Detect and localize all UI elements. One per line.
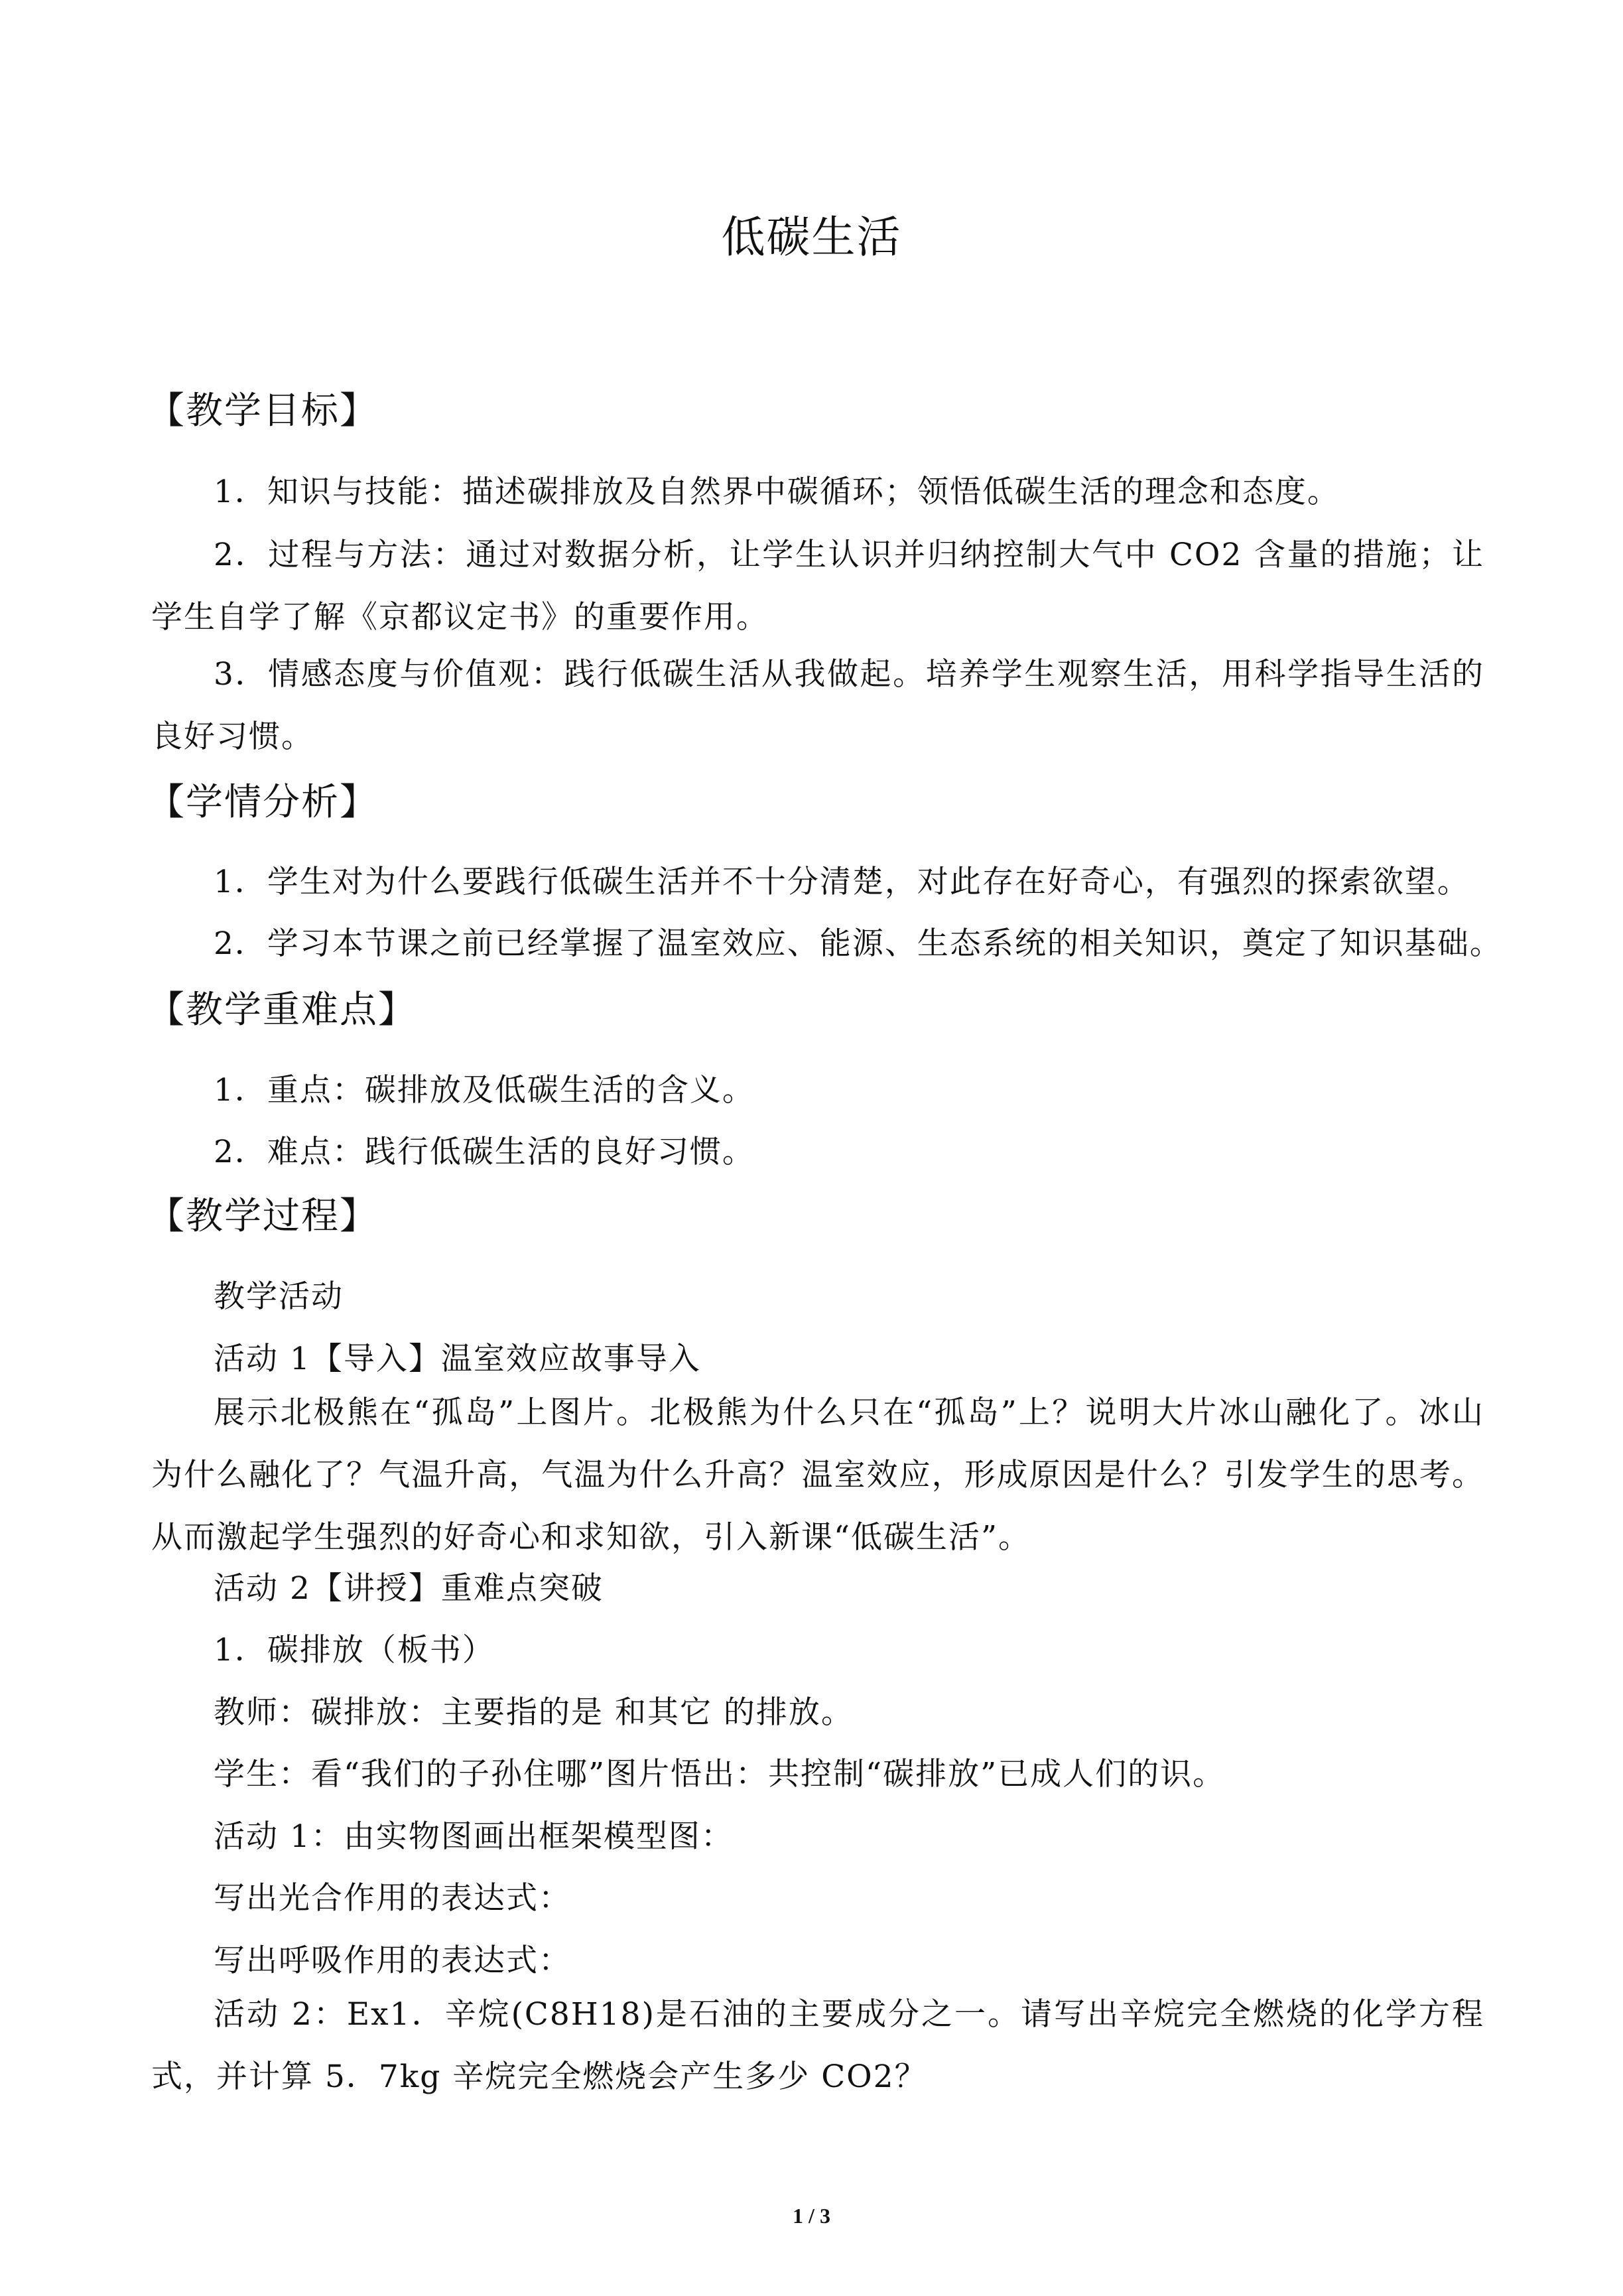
- process-line-activities: 教学活动: [214, 1278, 344, 1315]
- document-title: 低碳生活: [721, 212, 902, 263]
- process-line-photosynthesis: 写出光合作用的表达式：: [214, 1880, 571, 1917]
- objective-item-2: 2．过程与方法：通过对数据分析，让学生认识并归纳控制大气中 CO2 含量的措施；让学生自学了解《京都议定书》的重要作用。: [151, 537, 1484, 636]
- keypoint-item-2: 2．难点：践行低碳生活的良好习惯。: [214, 1134, 755, 1170]
- analysis-item-1: 1．学生对为什么要践行低碳生活并不十分清楚，对此存在好奇心，有强烈的探索欲望。: [214, 864, 1470, 900]
- keypoint-item-1: 1．重点：碳排放及低碳生活的含义。: [214, 1072, 755, 1109]
- process-paragraph-exercise: 活动 2：Ex1．辛烷(C8H18)是石油的主要成分之一。请写出辛烷完全燃烧的化学方程式，并计算 5．7kg 辛烷完全燃烧会产生多少 CO2？: [151, 1996, 1484, 2095]
- process-line-activity1: 活动 1【导入】温室效应故事导入: [214, 1341, 701, 1377]
- section-heading-objectives: 【教学目标】: [147, 389, 378, 433]
- section-heading-analysis: 【学情分析】: [147, 781, 378, 824]
- process-line-carbon-emission: 1．碳排放（板书）: [214, 1632, 495, 1668]
- objective-item-3: 3．情感态度与价值观：践行低碳生活从我做起。培养学生观察生活，用科学指导生活的良好习惯。: [151, 656, 1484, 755]
- analysis-item-2: 2．学习本节课之前已经掌握了温室效应、能源、生态系统的相关知识，奠定了知识基础。: [214, 925, 1502, 962]
- process-line-activity2: 活动 2【讲授】重难点突破: [214, 1570, 604, 1607]
- section-heading-keypoints: 【教学重难点】: [147, 988, 417, 1032]
- process-line-student: 学生：看“我们的子孙住哪”图片悟出：共控制“碳排放”已成人们的识。: [214, 1756, 1226, 1792]
- process-line-respiration: 写出呼吸作用的表达式：: [214, 1942, 571, 1979]
- objective-item-1: 1．知识与技能：描述碳排放及自然界中碳循环；领悟低碳生活的理念和态度。: [214, 474, 1340, 510]
- process-paragraph-intro: 展示北极熊在“孤岛”上图片。北极熊为什么只在“孤岛”上？说明大片冰山融化了。冰山为什么融化了？气温升高，气温为什么升高？温室效应，形成原因是什么？引发学生的思考。从而激起学生强烈的好奇心和求知欲，引入新课“低碳生活”。: [151, 1394, 1484, 1556]
- process-line-teacher: 教师：碳排放：主要指的是 和其它 的排放。: [214, 1694, 854, 1731]
- page-number: 1 / 3: [793, 2204, 830, 2228]
- process-line-model: 活动 1：由实物图画出框架模型图：: [214, 1818, 734, 1855]
- section-heading-process: 【教学过程】: [147, 1195, 378, 1238]
